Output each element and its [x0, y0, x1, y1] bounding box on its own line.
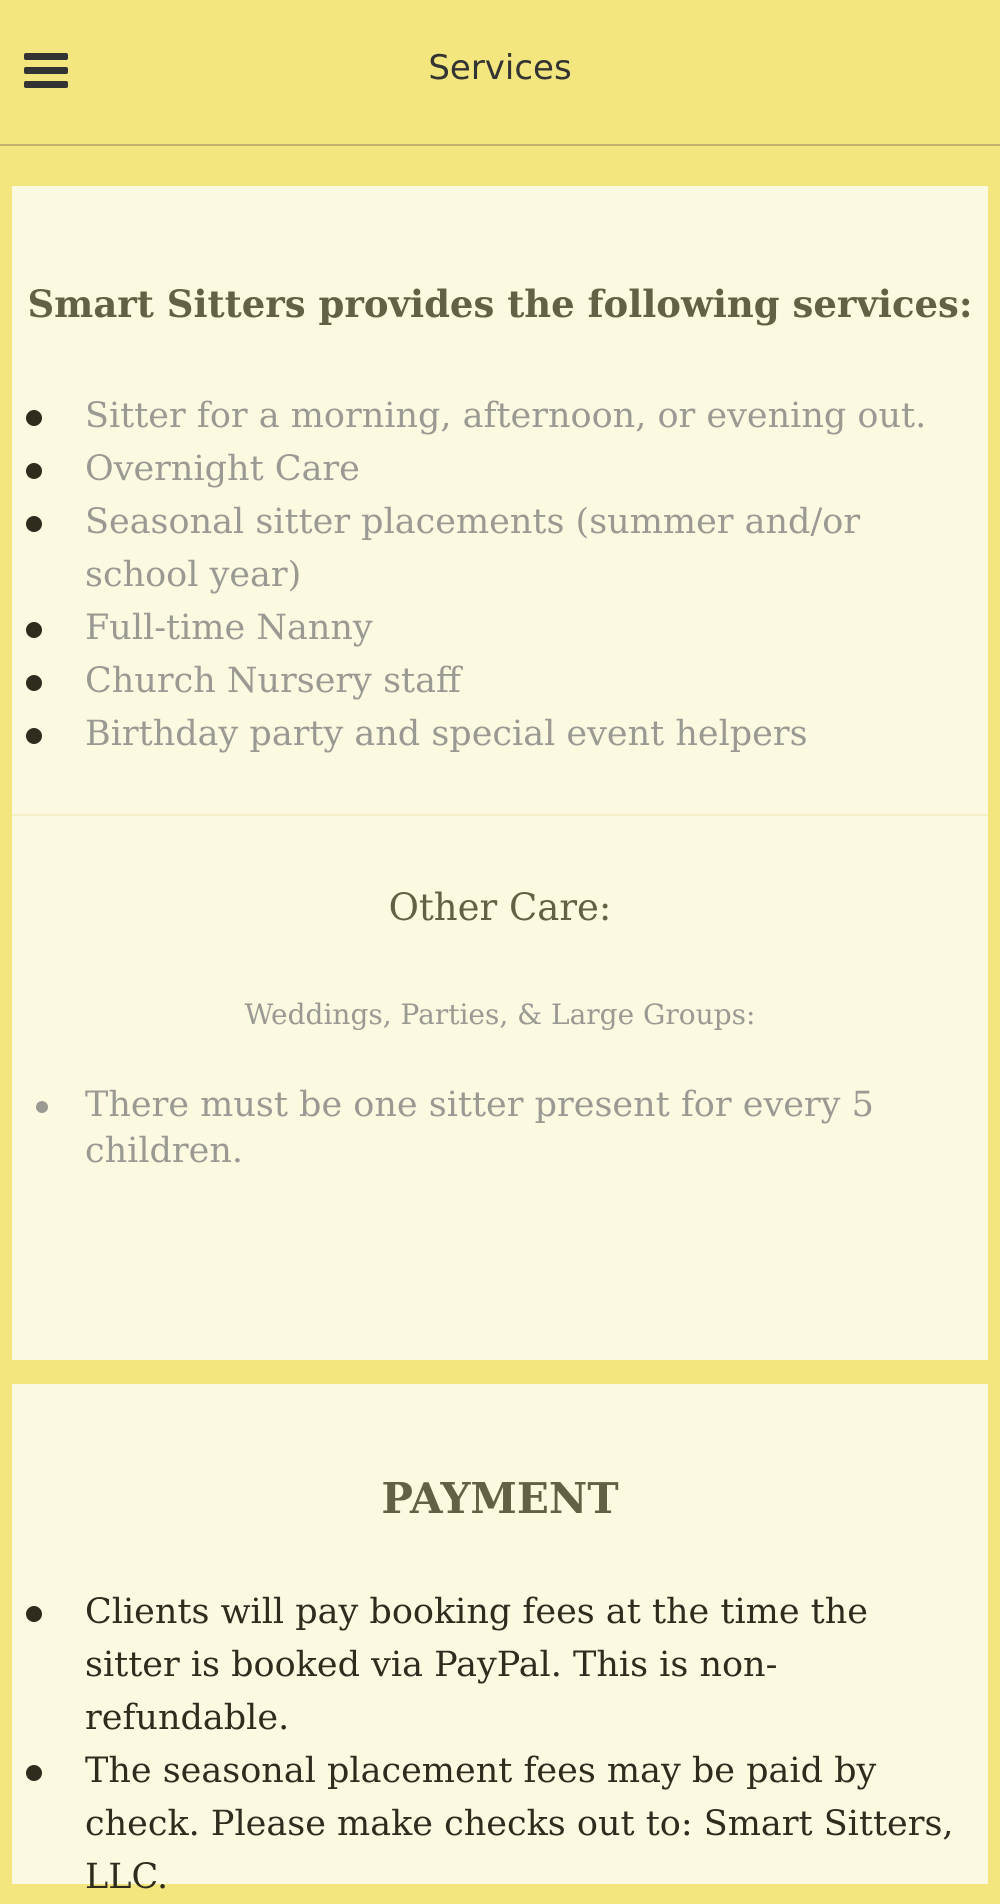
service-item-3: Full-time Nanny — [12, 602, 988, 655]
services-heading: Smart Sitters provides the following services: — [27, 282, 973, 326]
section-divider — [12, 814, 988, 816]
payment-item-1: The seasonal placement fees may be paid by check. Please make checks out to: Smart Sitters, LLC. — [12, 1745, 988, 1904]
payment-item-0: Clients will pay booking fees at the time the sitter is booked via PayPal. This is non-refundable. — [12, 1586, 988, 1745]
other-care-list — [12, 1082, 988, 1174]
payment-card — [12, 1384, 988, 1897]
other-care-title: Other Care: — [388, 886, 612, 929]
service-item-4: Church Nursery staff — [12, 655, 988, 708]
service-item-1: Overnight Care — [12, 443, 988, 496]
service-item-5: Birthday party and special event helpers — [12, 708, 988, 761]
service-item-0: Sitter for a morning, afternoon, or evening out. — [12, 390, 988, 443]
payment-list — [12, 1586, 988, 1904]
payment-heading: PAYMENT — [381, 1474, 619, 1523]
other-care-item-0: There must be one sitter present for every 5 children. — [12, 1082, 988, 1174]
page-title: Services — [428, 48, 572, 88]
services-card — [12, 186, 988, 1360]
services-list — [12, 390, 988, 761]
other-care-subtitle: Weddings, Parties, & Large Groups: — [244, 998, 756, 1031]
service-item-2: Seasonal sitter placements (summer and/or school year) — [12, 496, 988, 602]
app-header — [0, 0, 1000, 146]
